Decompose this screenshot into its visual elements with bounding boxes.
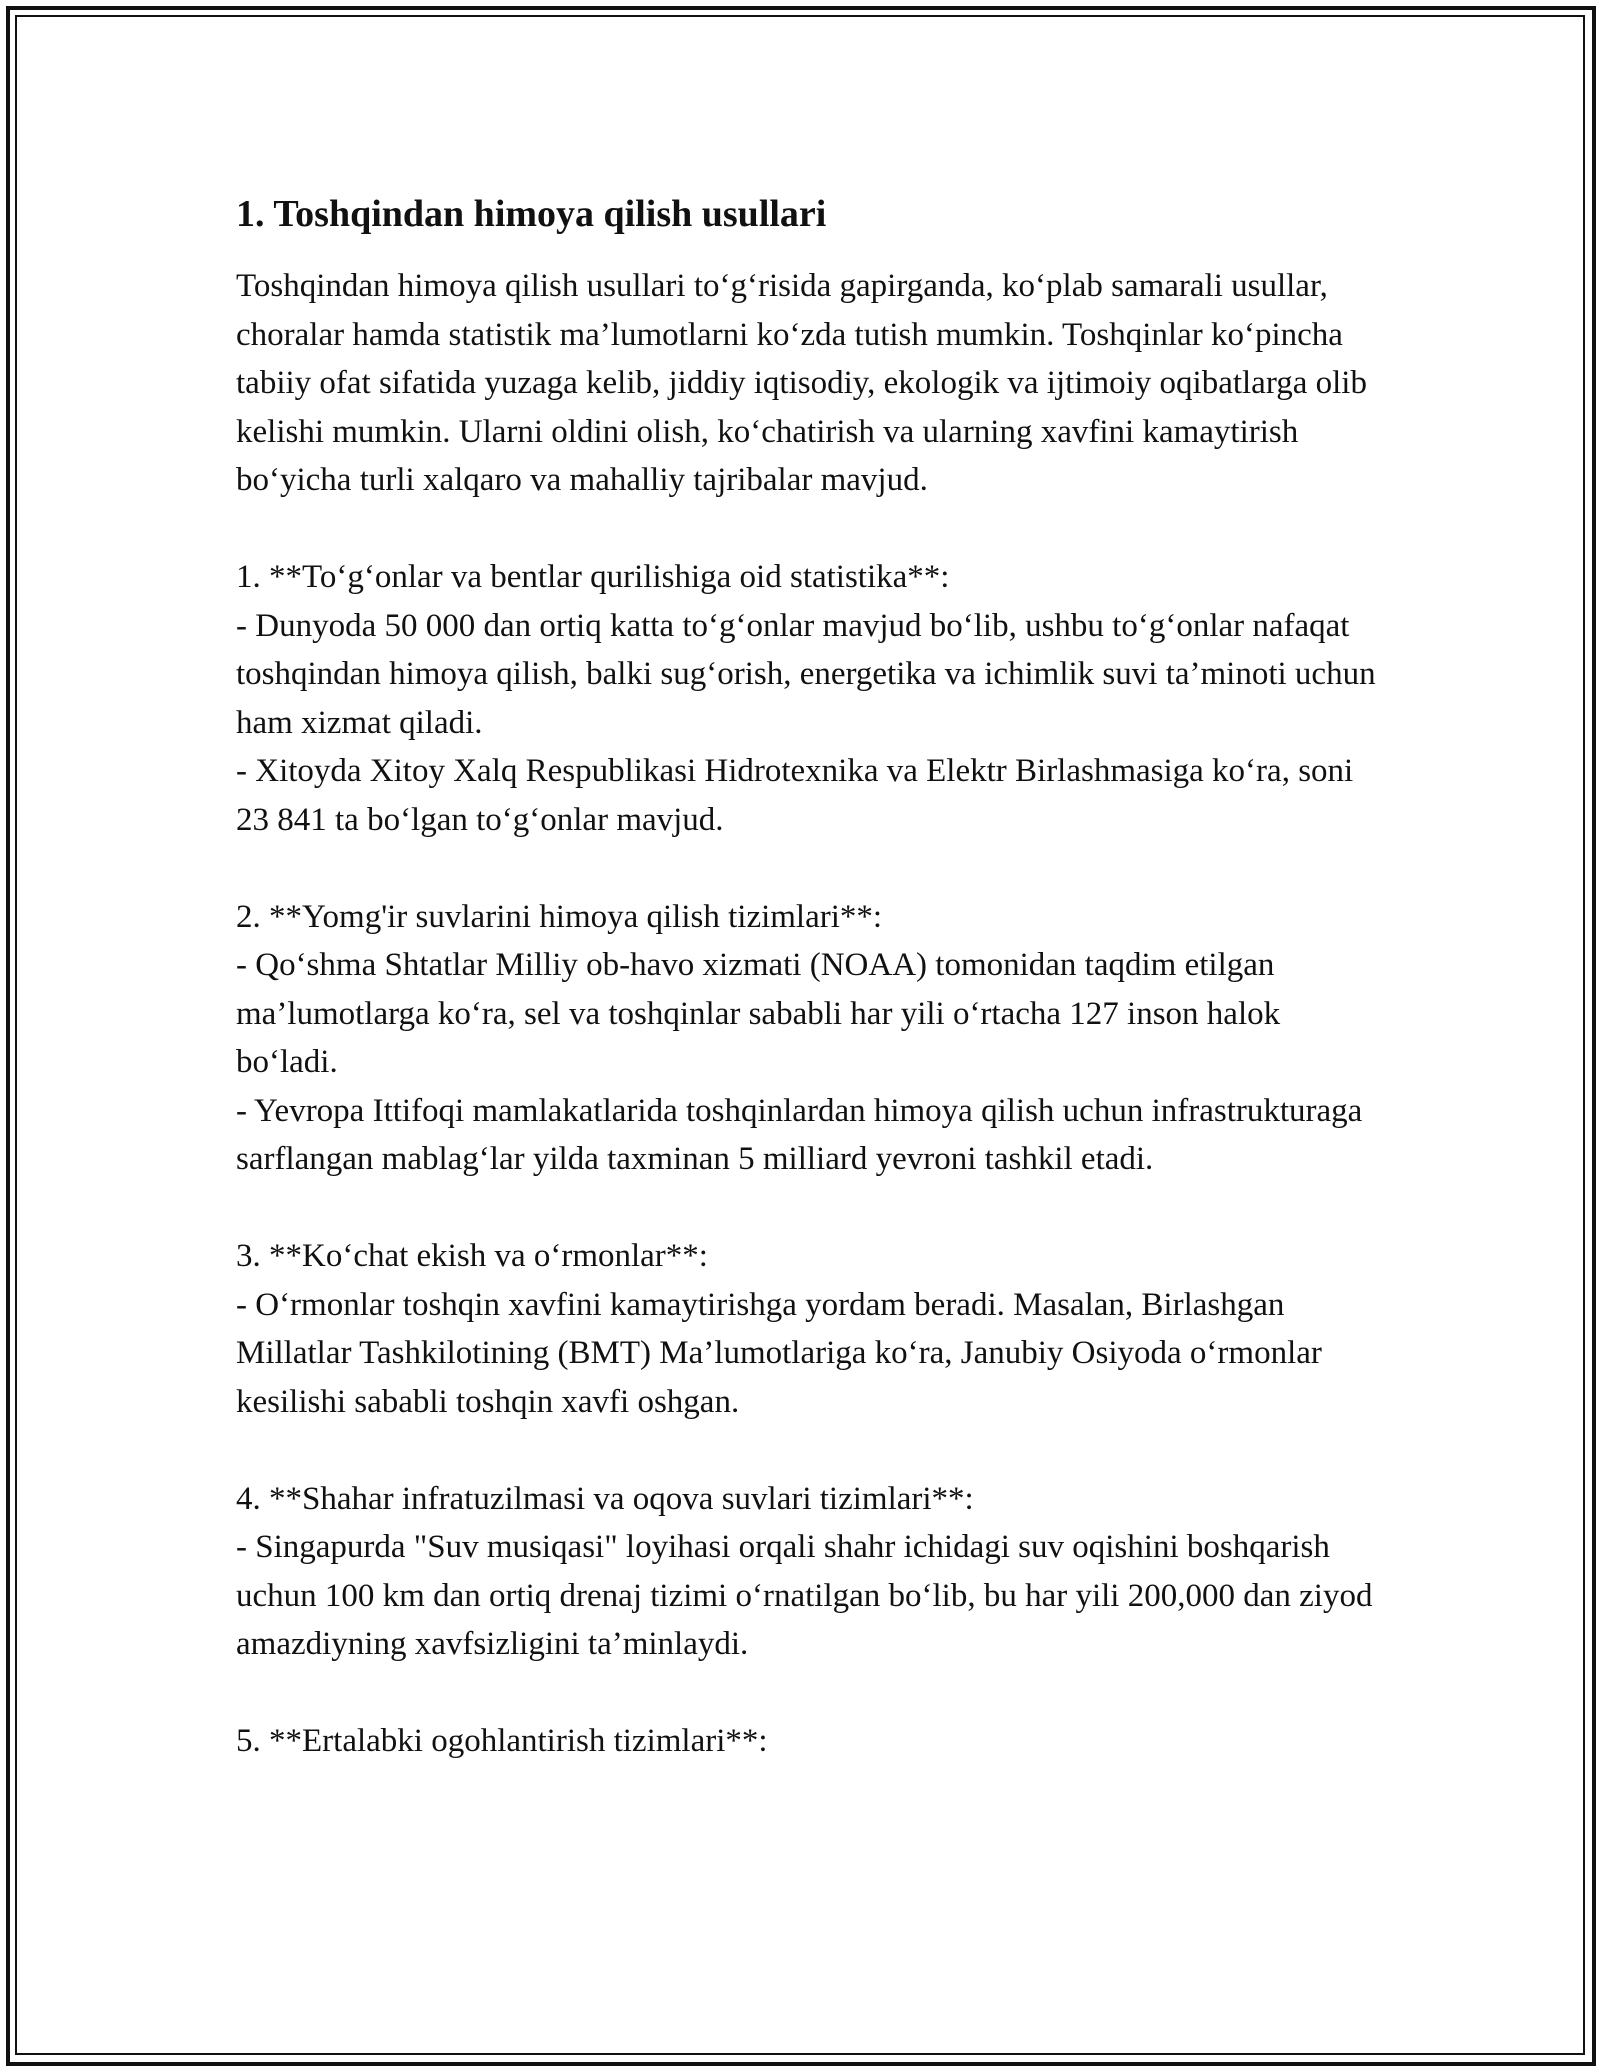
paragraph-gap — [236, 505, 1376, 554]
paragraph-gap — [236, 1426, 1376, 1475]
intro-paragraph: Toshqindan himoya qilish usullari to‘g‘risida gapirganda, ko‘plab samarali usullar, choralar hamda statistik ma’lumotlarni ko‘zda tutish mumkin. Toshqinlar ko‘pincha tabiiy ofat sifatida yuzaga kelib, jiddiy iqtisodiy, ekologik va ijtimoiy oqibatlarga olib kelishi mumkin. Ularni oldini olish, ko‘chatirish va ularning xavfini kamaytirish bo‘yicha turli xalqaro va mahalliy tajribalar mavjud. — [236, 268, 1367, 498]
paragraph-gap — [236, 1184, 1376, 1233]
section-5 — [236, 1717, 1376, 1766]
section-bullet: - Singapurda "Suv musiqasi" loyihasi orqali shahr ichidagi suv oqishini boshqarish uchun 100 km dan ortiq drenaj tizimi o‘rnatilgan bo‘lib, bu har yili 200,000 dan ziyod amazdiyning xavfsizligini ta’minlaydi. — [236, 1529, 1373, 1662]
section-title: 1. **To‘g‘onlar va bentlar qurilishiga oid statistika**: — [236, 559, 950, 595]
section-title: 4. **Shahar infratuzilmasi va oqova suvlari tizimlari**: — [236, 1480, 974, 1517]
section-title: 3. **Ko‘chat ekish va o‘rmonlar**: — [236, 1238, 708, 1274]
section-2 — [236, 893, 1376, 1184]
section-bullet: - Qo‘shma Shtatlar Milliy ob-havo xizmati (NOAA) tomonidan taqdim etilgan ma’lumotlarga ko‘ra, sel va toshqinlar sababli har yili o‘rtacha 127 inson halok bo‘ladi. — [236, 947, 1281, 1080]
document-page — [236, 186, 1376, 1766]
section-1 — [236, 553, 1376, 844]
section-bullet: - Xitoyda Xitoy Xalq Respublikasi Hidrotexnika va Elektr Birlashmasiga ko‘ra, soni 23 841 ta bo‘lgan to‘g‘onlar mavjud. — [236, 753, 1354, 838]
section-bullet: - Dunyoda 50 000 dan ortiq katta to‘g‘onlar mavjud bo‘lib, ushbu to‘g‘onlar nafaqat toshqindan himoya qilish, balki sug‘orish, energetika va ichimlik suvi ta’minoti uchun ham xizmat qiladi. — [236, 607, 1376, 741]
section-title: 5. **Ertalabki ogohlantirish tizimlari**: — [236, 1723, 768, 1759]
section-4 — [236, 1475, 1376, 1669]
section-3 — [236, 1232, 1376, 1426]
section-bullet: - Yevropa Ittifoqi mamlakatlarida toshqinlardan himoya qilish uchun infrastrukturaga sarflangan mablag‘lar yilda taxminan 5 milliard yevroni tashkil etadi. — [236, 1092, 1363, 1177]
paragraph-gap — [236, 1669, 1376, 1718]
section-bullet: - O‘rmonlar toshqin xavfini kamaytirishga yordam beradi. Masalan, Birlashgan Millatlar Tashkilotining (BMT) Ma’lumotlariga ko‘ra, Janubiy Osiyoda o‘rmonlar kesilishi sababli toshqin xavfi oshgan. — [236, 1286, 1322, 1420]
section-title: 2. **Yomg'ir suvlarini himoya qilish tizimlari**: — [236, 898, 883, 935]
document-heading: 1. Toshqindan himoya qilish usullari — [236, 193, 827, 235]
paragraph-gap — [236, 844, 1376, 893]
